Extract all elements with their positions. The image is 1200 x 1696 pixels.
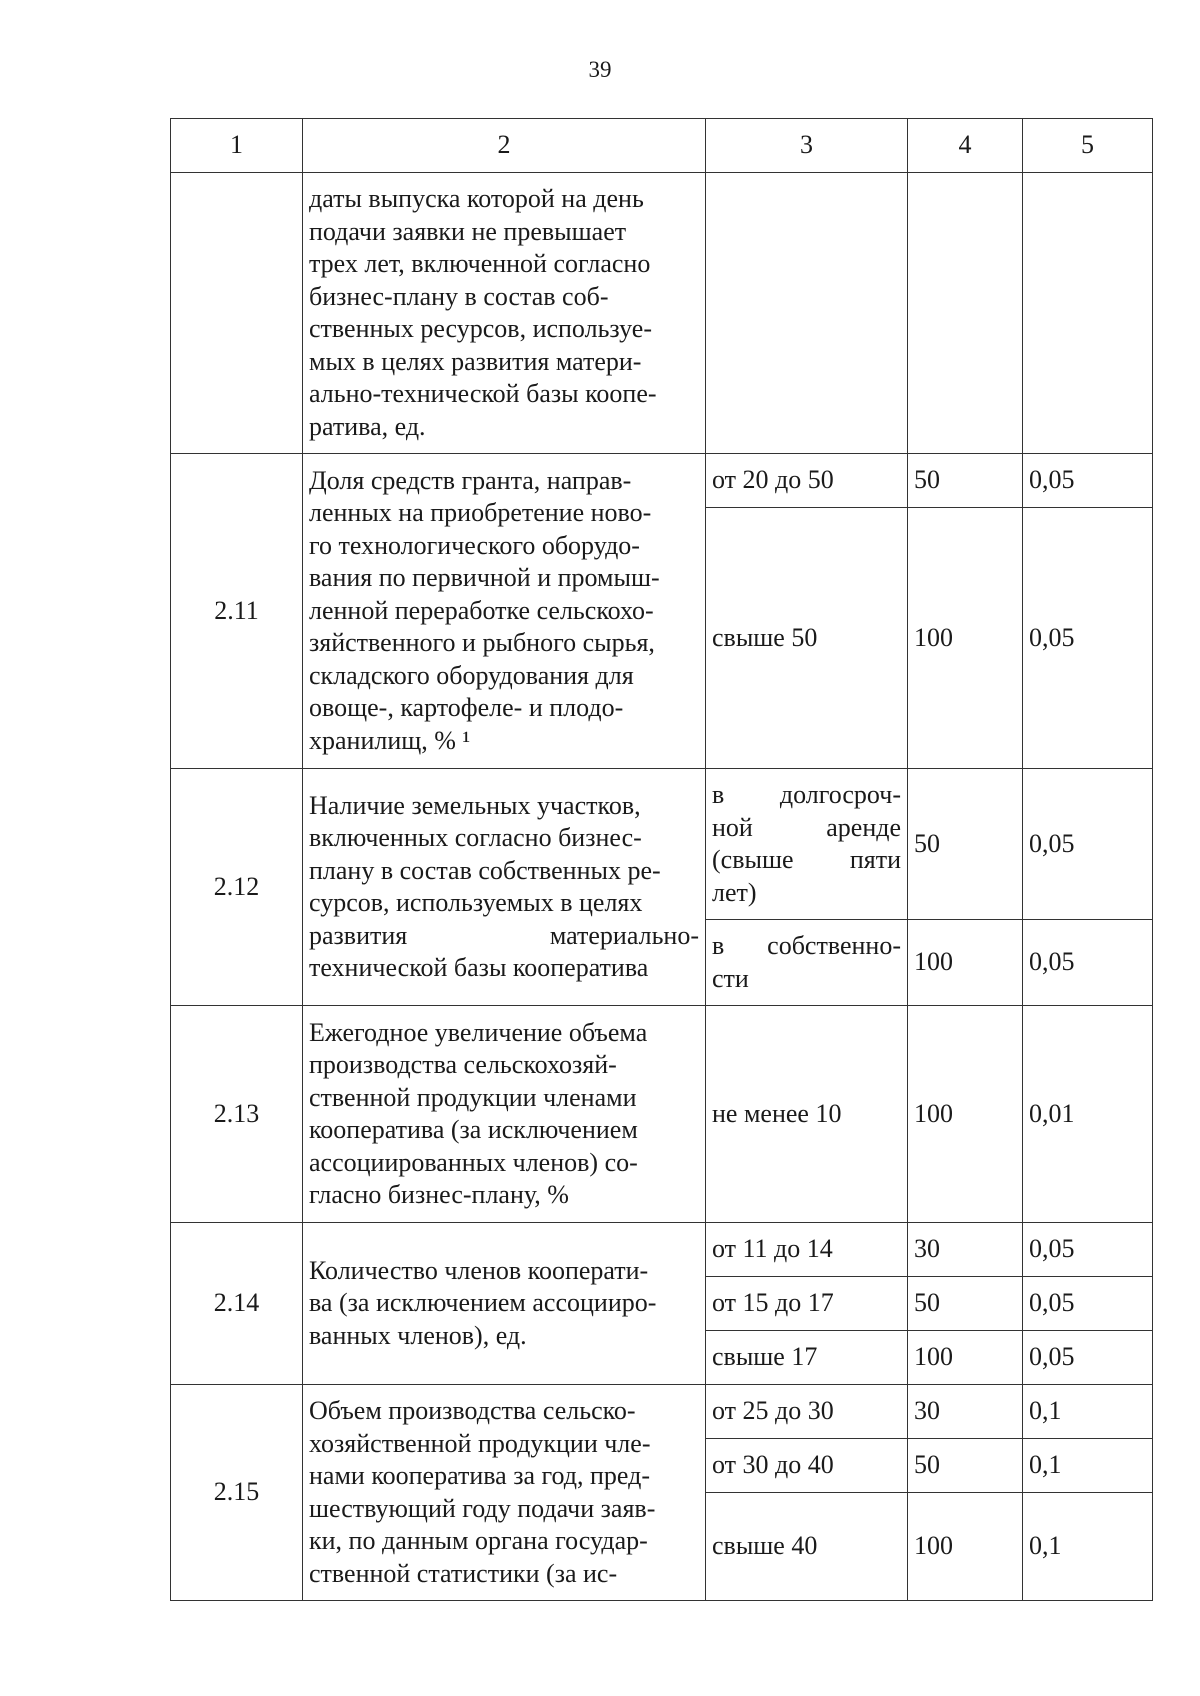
weight-cell: 0,05 — [1023, 1277, 1153, 1331]
weight-cell: 0,1 — [1023, 1439, 1153, 1493]
points-cell: 100 — [908, 1331, 1023, 1385]
range-cell: в долгосроч- ной аренде (свыше пяти лет) — [706, 769, 908, 920]
range-cell: свыше 40 — [706, 1493, 908, 1601]
range-cell — [706, 173, 908, 454]
criterion-description: Ежегодное увеличение объема производства сельскохозяй- ственной продукции членами кооператива (за исключением ассоциированных членов) со- гласно бизнес-плану, % — [303, 1006, 706, 1223]
table-row-2-12 — [171, 769, 1153, 920]
weight-cell: 0,01 — [1023, 1006, 1153, 1223]
column-header: 4 — [908, 119, 1023, 173]
weight-cell: 0,05 — [1023, 769, 1153, 920]
table-row-2-13 — [171, 1006, 1153, 1223]
criterion-description: даты выпуска которой на день подачи заявки не превышает трех лет, включенной согласно бизнес-плану в состав соб- ственных ресурсов, используе- мых в целях развития матери- ально-технической базы коопе- ратива, ед. — [303, 173, 706, 454]
row-number-cell — [171, 173, 303, 454]
points-cell — [908, 173, 1023, 454]
criteria-table — [170, 118, 1153, 1601]
row-number-cell: 2.11 — [171, 454, 303, 769]
page-number: 39 — [588, 57, 612, 82]
points-cell: 50 — [908, 1277, 1023, 1331]
weight-cell: 0,05 — [1023, 508, 1153, 769]
range-cell: не менее 10 — [706, 1006, 908, 1223]
column-header: 2 — [303, 119, 706, 173]
criterion-description: Объем производства сельско- хозяйственной продукции чле- нами кооператива за год, пред- шествующий году подачи заяв- ки, по данным органа государ- ственной статистики (за ис- — [303, 1385, 706, 1601]
weight-cell: 0,05 — [1023, 1223, 1153, 1277]
points-cell: 30 — [908, 1223, 1023, 1277]
column-header: 5 — [1023, 119, 1153, 173]
table-row-2-14 — [171, 1223, 1153, 1277]
table-row-2-15 — [171, 1385, 1153, 1439]
criterion-description: Количество членов кооперати- ва (за исключением ассоцииро- ванных членов), ед. — [303, 1223, 706, 1385]
row-number-cell: 2.15 — [171, 1385, 303, 1601]
weight-cell: 0,1 — [1023, 1493, 1153, 1601]
points-cell: 100 — [908, 920, 1023, 1006]
range-cell: от 15 до 17 — [706, 1277, 908, 1331]
criterion-description: Наличие земельных участков, включенных согласно бизнес- плану в состав собственных ре- сурсов, используемых в целях развития материально- технической базы кооператива — [303, 769, 706, 1006]
table-header-row — [171, 119, 1153, 173]
range-cell: в собственно- сти — [706, 920, 908, 1006]
row-number-cell: 2.13 — [171, 1006, 303, 1223]
range-cell: от 11 до 14 — [706, 1223, 908, 1277]
weight-cell: 0,05 — [1023, 454, 1153, 508]
row-number-cell: 2.14 — [171, 1223, 303, 1385]
points-cell: 100 — [908, 1006, 1023, 1223]
criterion-description: Доля средств гранта, направ- ленных на приобретение ново- го технологического оборудо- вания по первичной и промыш- ленной переработке сельскохо- зяйственного и рыбного сырья, складского оборудования для овоще-, картофеле- и плодо- хранилищ, % ¹ — [303, 454, 706, 769]
weight-cell: 0,1 — [1023, 1385, 1153, 1439]
points-cell: 100 — [908, 1493, 1023, 1601]
range-cell: свыше 17 — [706, 1331, 908, 1385]
points-cell: 50 — [908, 454, 1023, 508]
column-header: 3 — [706, 119, 908, 173]
row-number-cell: 2.12 — [171, 769, 303, 1006]
range-cell: от 25 до 30 — [706, 1385, 908, 1439]
weight-cell: 0,05 — [1023, 920, 1153, 1006]
range-cell: свыше 50 — [706, 508, 908, 769]
range-cell: от 30 до 40 — [706, 1439, 908, 1493]
range-cell: от 20 до 50 — [706, 454, 908, 508]
table-row-2-11 — [171, 454, 1153, 508]
weight-cell: 0,05 — [1023, 1331, 1153, 1385]
table-row-continued — [171, 173, 1153, 454]
column-header: 1 — [171, 119, 303, 173]
points-cell: 30 — [908, 1385, 1023, 1439]
points-cell: 50 — [908, 1439, 1023, 1493]
points-cell: 100 — [908, 508, 1023, 769]
weight-cell — [1023, 173, 1153, 454]
points-cell: 50 — [908, 769, 1023, 920]
